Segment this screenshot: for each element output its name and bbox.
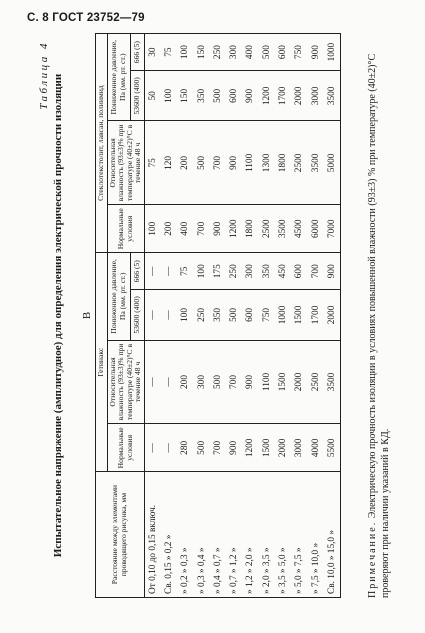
cell-steklo: 1200 (226, 205, 242, 253)
cell-getinax: 2000 (275, 424, 291, 472)
cell-distance: » 2,0 » 3,5 » (259, 472, 275, 598)
table-note (366, 33, 392, 598)
cell-getinax: 600 (291, 253, 307, 290)
cell-steklo: 100 (161, 71, 177, 121)
cell-getinax: 700 (307, 253, 323, 290)
cell-distance: » 5,0 » 7,5 » (291, 472, 307, 598)
cell-getinax: 1500 (291, 290, 307, 340)
cell-steklo: 75 (161, 34, 177, 71)
header-p2-g: 666 (5) (130, 253, 144, 290)
cell-getinax: 700 (210, 424, 226, 472)
cell-steklo: 1200 (259, 71, 275, 121)
cell-steklo: 500 (210, 71, 226, 121)
cell-getinax: 280 (177, 424, 193, 472)
cell-getinax: 2500 (307, 340, 323, 424)
section-letter: В (81, 311, 93, 320)
header-p1-s: 53600 (400) (130, 71, 144, 121)
cell-steklo: 1800 (242, 205, 258, 253)
cell-getinax: — (161, 424, 177, 472)
cell-getinax: 1700 (307, 290, 323, 340)
cell-steklo: 1700 (275, 71, 291, 121)
note-text: Электрическую прочность изоляции в условиях повышенной влажности (93±3) % при температуре (40±2)°С проверяют при наличии указаний в КД. (367, 53, 391, 598)
cell-steklo: 6000 (307, 205, 323, 253)
table-row (144, 34, 161, 598)
cell-steklo: 1300 (259, 121, 275, 205)
cell-getinax: 900 (242, 340, 258, 424)
cell-getinax: 1000 (275, 290, 291, 340)
cell-steklo: 3500 (307, 121, 323, 205)
cell-steklo: 500 (193, 121, 209, 205)
cell-getinax: 350 (210, 290, 226, 340)
cell-getinax: 175 (210, 253, 226, 290)
table-row (324, 34, 341, 598)
cell-getinax: 600 (242, 290, 258, 340)
cell-steklo: 1000 (324, 34, 341, 71)
cell-distance: » 7,5 » 10,0 » (307, 472, 323, 598)
cell-getinax: 1200 (242, 424, 258, 472)
cell-steklo: 300 (226, 34, 242, 71)
cell-steklo: 150 (193, 34, 209, 71)
cell-steklo: 3000 (307, 71, 323, 121)
table-row (242, 34, 258, 598)
cell-steklo: 1100 (242, 121, 258, 205)
table-body (144, 34, 341, 598)
cell-getinax: 200 (177, 340, 193, 424)
cell-steklo: 500 (259, 34, 275, 71)
header-normal-s: Нормальные условия (107, 205, 144, 253)
note-label: Примечание. (367, 520, 378, 598)
cell-getinax: 75 (177, 253, 193, 290)
cell-getinax: 250 (193, 290, 209, 340)
table-row (259, 34, 275, 598)
cell-distance: » 0,4 » 0,7 » (210, 472, 226, 598)
table-row (177, 34, 193, 598)
cell-getinax: — (144, 340, 161, 424)
cell-steklo: 750 (291, 34, 307, 71)
cell-steklo: 400 (242, 34, 258, 71)
cell-steklo: 4500 (291, 205, 307, 253)
header-normal-g: Нормальные условия (107, 424, 144, 472)
cell-steklo: 200 (161, 205, 177, 253)
page-header: С. 8 ГОСТ 23752—79 (27, 12, 145, 24)
cell-steklo: 2500 (259, 205, 275, 253)
cell-distance: » 0,3 » 0,4 » (193, 472, 209, 598)
cell-steklo: 5000 (324, 121, 341, 205)
cell-getinax: 3500 (324, 340, 341, 424)
cell-getinax: 750 (259, 290, 275, 340)
cell-steklo: 700 (193, 205, 209, 253)
cell-steklo: 900 (242, 71, 258, 121)
cell-getinax: 100 (177, 290, 193, 340)
header-p1-g: 53600 (400) (130, 290, 144, 340)
cell-getinax: 1500 (275, 340, 291, 424)
cell-getinax: 4000 (307, 424, 323, 472)
cell-getinax: 450 (275, 253, 291, 290)
cell-getinax: 1100 (259, 340, 275, 424)
table-row (307, 34, 323, 598)
cell-steklo: 1800 (275, 121, 291, 205)
table-title: Испытательное напряжение (амплитудное) для определения электрической прочности изоляции (52, 73, 64, 558)
rotated-table-sheet (38, 33, 403, 598)
cell-steklo: 3500 (275, 205, 291, 253)
cell-distance: От 0,10 до 0,15 включ. (144, 472, 161, 598)
cell-getinax: 100 (193, 253, 209, 290)
cell-steklo: 7000 (324, 205, 341, 253)
cell-getinax: — (144, 253, 161, 290)
cell-steklo: 400 (177, 205, 193, 253)
cell-distance: » 1,2 » 2,0 » (242, 472, 258, 598)
cell-getinax: 2000 (291, 340, 307, 424)
table-row (275, 34, 291, 598)
cell-getinax: 900 (324, 253, 341, 290)
cell-getinax: 300 (193, 340, 209, 424)
header-lowpress-s: Пониженное давление, Па (мм. рт. ст.) (107, 34, 130, 121)
cell-getinax: — (161, 290, 177, 340)
cell-steklo: 600 (226, 71, 242, 121)
cell-getinax: 1500 (259, 424, 275, 472)
cell-steklo: 3500 (324, 71, 341, 121)
cell-getinax: — (144, 424, 161, 472)
header-distance: Расстояние между элементами проводящего рисунка, мм (96, 472, 145, 598)
cell-getinax: 2000 (324, 290, 341, 340)
header-lowpress-g: Пониженное давление, Па (мм. рт. ст.) (107, 253, 130, 340)
cell-steklo: 100 (144, 205, 161, 253)
cell-getinax: — (161, 253, 177, 290)
header-p2-s: 666 (5) (130, 34, 144, 71)
cell-steklo: 2500 (291, 121, 307, 205)
cell-getinax: 5500 (324, 424, 341, 472)
cell-steklo: 50 (144, 71, 161, 121)
cell-steklo: 2000 (291, 71, 307, 121)
table-row (161, 34, 177, 598)
cell-distance: Св. 10,0 » 15,0 » (324, 472, 341, 598)
cell-steklo: 200 (177, 121, 193, 205)
table-row (210, 34, 226, 598)
cell-steklo: 350 (193, 71, 209, 121)
cell-steklo: 100 (177, 34, 193, 71)
cell-getinax: 500 (193, 424, 209, 472)
table-row (291, 34, 307, 598)
cell-distance: Св. 0,15 » 0,2 » (161, 472, 177, 598)
cell-getinax: 700 (226, 340, 242, 424)
cell-distance: » 0,2 » 0,3 » (177, 472, 193, 598)
cell-getinax: — (161, 340, 177, 424)
cell-getinax: — (144, 290, 161, 340)
header-getinax: Гетинакс (96, 253, 108, 472)
cell-getinax: 500 (226, 290, 242, 340)
cell-getinax: 3000 (291, 424, 307, 472)
header-steklo: Стеклотекстолит, лавсан, полиимид (96, 34, 108, 253)
cell-steklo: 120 (161, 121, 177, 205)
table-row (193, 34, 209, 598)
table-row (226, 34, 242, 598)
cell-steklo: 700 (210, 121, 226, 205)
cell-steklo: 75 (144, 121, 161, 205)
header-humidity-g: Относительная влажность (93±3)% при температуре (40±2)°С в течение 48 ч (107, 340, 144, 424)
cell-steklo: 150 (177, 71, 193, 121)
cell-getinax: 350 (259, 253, 275, 290)
cell-steklo: 250 (210, 34, 226, 71)
cell-steklo: 900 (226, 121, 242, 205)
cell-steklo: 900 (307, 34, 323, 71)
voltage-table (95, 33, 341, 598)
cell-steklo: 600 (275, 34, 291, 71)
cell-getinax: 250 (226, 253, 242, 290)
cell-distance: » 3,5 » 5,0 » (275, 472, 291, 598)
cell-steklo: 900 (210, 205, 226, 253)
cell-getinax: 300 (242, 253, 258, 290)
cell-distance: » 0,7 » 1,2 » (226, 472, 242, 598)
cell-getinax: 500 (210, 340, 226, 424)
header-humidity-s: Относительная влажность (93±3)% при температуре (40±2)°С в течение 48 ч (107, 121, 144, 205)
cell-getinax: 900 (226, 424, 242, 472)
table-number: Таблица 4 (38, 41, 50, 110)
cell-steklo: 30 (144, 34, 161, 71)
